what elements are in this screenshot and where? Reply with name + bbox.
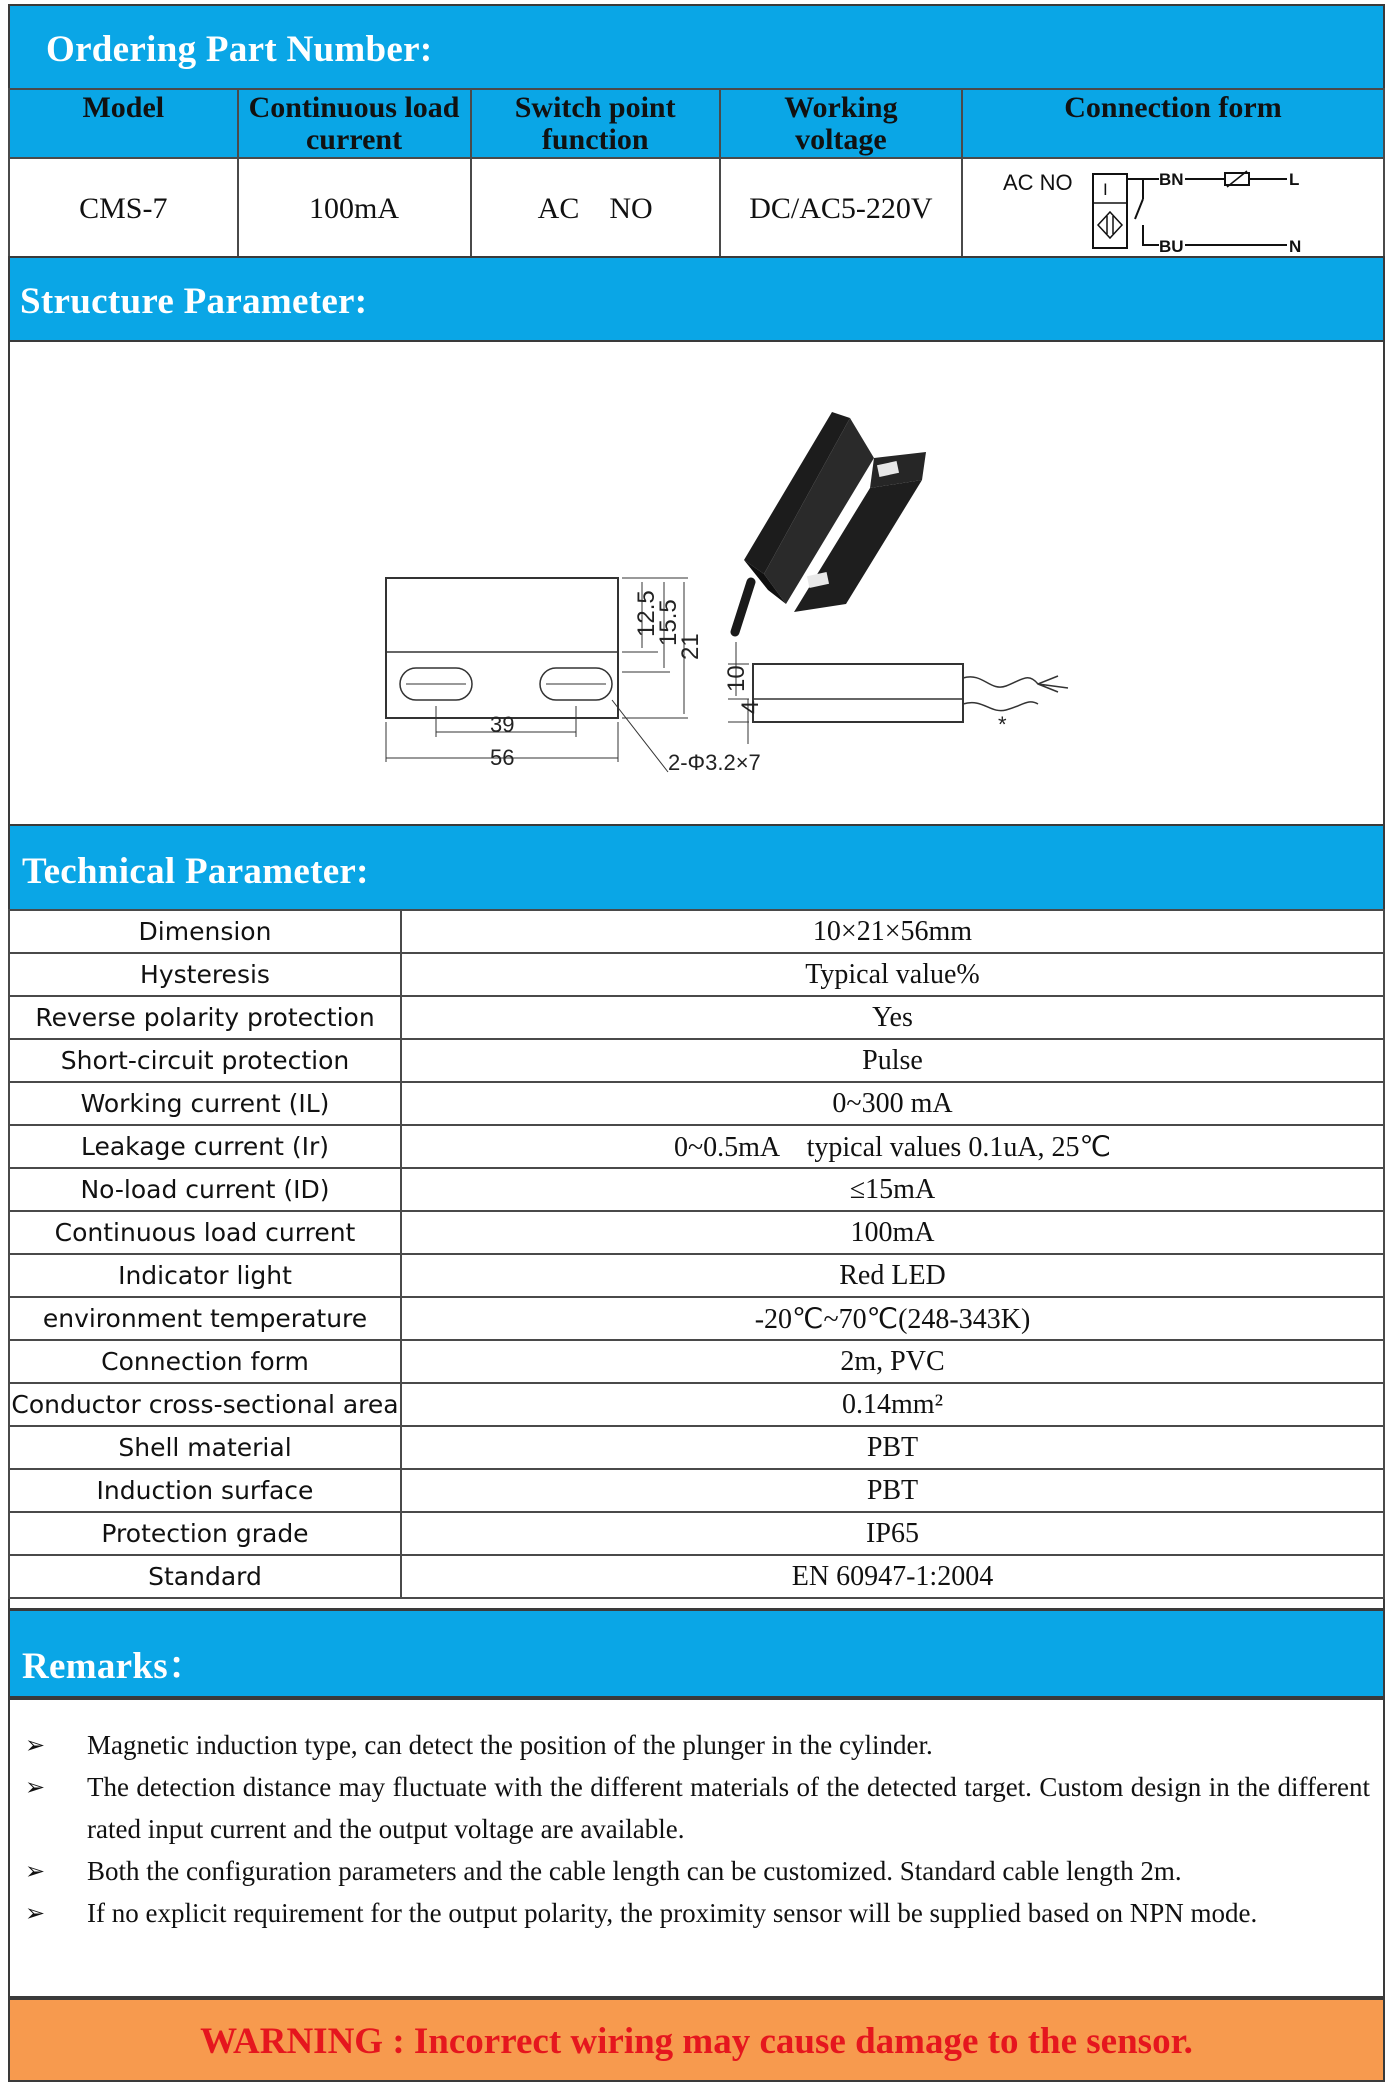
dim-56: 56	[490, 745, 515, 770]
arrow-bullet-icon: ➢	[25, 1773, 46, 1801]
arrow-bullet-icon: ➢	[25, 1899, 46, 1927]
sensor-product-image	[735, 412, 926, 632]
dim-15-5: 15.5	[655, 599, 682, 646]
remark-text: If no explicit requirement for the output polarity, the proximity sensor will be supplied based on NPN mode.	[87, 1898, 1258, 1928]
header-model: Model	[9, 89, 238, 158]
header-switch-point-function: Switch point function	[471, 89, 720, 158]
parameter-value: PBT	[401, 1426, 1384, 1469]
parameter-value: Typical value%	[401, 953, 1384, 996]
wiring-mode-label: AC NO	[1003, 170, 1073, 195]
table-row	[9, 1211, 1384, 1254]
parameter-label: Indicator light	[9, 1254, 401, 1297]
parameter-value: IP65	[401, 1512, 1384, 1555]
technical-parameter-table	[8, 909, 1385, 1599]
parameter-label: Standard	[9, 1555, 401, 1598]
parameter-label: Induction surface	[9, 1469, 401, 1512]
technical-section-title: Technical Parameter:	[22, 851, 369, 892]
parameter-value: Red LED	[401, 1254, 1384, 1297]
parameter-value: EN 60947-1:2004	[401, 1555, 1384, 1598]
remark-item	[25, 1766, 1370, 1850]
parameter-value: 10×21×56mm	[401, 910, 1384, 953]
table-row	[9, 1555, 1384, 1598]
parameter-value: ≤15mA	[401, 1168, 1384, 1211]
structure-section-title: Structure Parameter:	[20, 281, 368, 322]
sensor-symbol-i: I	[1103, 180, 1108, 199]
ordering-table-header	[9, 89, 1384, 158]
parameter-label: Short-circuit protection	[9, 1039, 401, 1082]
proximity-diamond-icon	[1098, 212, 1122, 238]
wire-bn-label: BN	[1159, 170, 1184, 189]
table-row	[9, 1082, 1384, 1125]
table-row	[9, 1254, 1384, 1297]
dim-10: 10	[723, 665, 750, 692]
table-row	[9, 1039, 1384, 1082]
remark-text: Both the configuration parameters and the cable length can be customized. Standard cable length 2m.	[87, 1856, 1182, 1886]
cell-connection-diagram	[962, 158, 1384, 259]
remarks-section-header	[8, 1608, 1385, 1698]
dim-4: 4	[737, 700, 764, 714]
parameter-label: Hysteresis	[9, 953, 401, 996]
table-row	[9, 1125, 1384, 1168]
table-row	[9, 1168, 1384, 1211]
warning-banner	[8, 1998, 1385, 2082]
structure-drawing-area	[8, 342, 1385, 824]
dim-21: 21	[677, 633, 704, 660]
table-row	[9, 1426, 1384, 1469]
ordering-section-header	[8, 4, 1385, 90]
parameter-value: -20℃~70℃(248-343K)	[401, 1297, 1384, 1340]
dim-12-5: 12.5	[633, 590, 660, 637]
parameter-label: Protection grade	[9, 1512, 401, 1555]
table-row	[9, 1340, 1384, 1383]
table-row	[9, 1297, 1384, 1340]
remark-item	[25, 1892, 1370, 1934]
remark-text: Magnetic induction type, can detect the position of the plunger in the cylinder.	[87, 1730, 933, 1760]
parameter-value: 0~300 mA	[401, 1082, 1384, 1125]
table-row	[9, 910, 1384, 953]
cell-voltage: DC/AC5-220V	[720, 158, 962, 259]
parameter-label: Leakage current (Ir)	[9, 1125, 401, 1168]
parameter-label: Shell material	[9, 1426, 401, 1469]
table-row	[9, 1469, 1384, 1512]
table-row	[9, 1383, 1384, 1426]
table-row	[9, 953, 1384, 996]
table-row	[9, 1512, 1384, 1555]
header-continuous-load-current: Continuous load current	[238, 89, 471, 158]
cable-asterisk: *	[998, 712, 1007, 737]
header-working-voltage: Working voltage	[720, 89, 962, 158]
parameter-value: PBT	[401, 1469, 1384, 1512]
parameter-value: Pulse	[401, 1039, 1384, 1082]
terminal-l-label: L	[1289, 170, 1300, 189]
warning-text: WARNING : Incorrect wiring may cause damage to the sensor.	[200, 2021, 1193, 2062]
parameter-label: Working current (IL)	[9, 1082, 401, 1125]
parameter-value: 0.14mm²	[401, 1383, 1384, 1426]
technical-parameter-rows	[9, 910, 1384, 1598]
ordering-section-title: Ordering Part Number:	[46, 29, 433, 70]
header-connection-form: Connection form	[962, 89, 1384, 158]
table-row	[9, 996, 1384, 1039]
parameter-value: 0~0.5mA typical values 0.1uA, 25℃	[401, 1125, 1384, 1168]
wire-bu-label: BU	[1159, 237, 1184, 256]
side-view-drawing	[728, 642, 1068, 744]
dim-39: 39	[490, 712, 515, 737]
parameter-label: Continuous load current	[9, 1211, 401, 1254]
cell-model: CMS-7	[9, 158, 238, 259]
parameter-label: Connection form	[9, 1340, 401, 1383]
parameter-value: Yes	[401, 996, 1384, 1039]
technical-section-header	[8, 824, 1385, 910]
parameter-value: 100mA	[401, 1211, 1384, 1254]
ordering-table-row	[9, 158, 1384, 259]
cell-current: 100mA	[238, 158, 471, 259]
arrow-bullet-icon: ➢	[25, 1857, 46, 1885]
ordering-table	[8, 88, 1385, 260]
remark-item	[25, 1850, 1370, 1892]
parameter-label: Conductor cross-sectional area	[9, 1383, 401, 1426]
remark-text: The detection distance may fluctuate with the different materials of the detected target. Custom design in the different rated input current and the output voltage are available.	[87, 1772, 1370, 1844]
parameter-label: Dimension	[9, 910, 401, 953]
parameter-label: No-load current (ID)	[9, 1168, 401, 1211]
cell-switch-function: AC NO	[471, 158, 720, 259]
arrow-bullet-icon: ➢	[25, 1731, 46, 1759]
parameter-value: 2m, PVC	[401, 1340, 1384, 1383]
remark-item	[25, 1724, 1370, 1766]
wiring-diagram	[963, 159, 1383, 258]
hole-note: 2-Φ3.2×7	[668, 750, 761, 775]
remarks-section-title: Remarks：	[22, 1646, 206, 1687]
structure-section-header	[8, 256, 1385, 342]
parameter-label: Reverse polarity protection	[9, 996, 401, 1039]
remarks-box	[8, 1698, 1385, 1998]
terminal-n-label: N	[1289, 237, 1302, 256]
output-switch-line	[1127, 179, 1159, 245]
structure-drawing	[8, 342, 1385, 824]
parameter-label: environment temperature	[9, 1297, 401, 1340]
